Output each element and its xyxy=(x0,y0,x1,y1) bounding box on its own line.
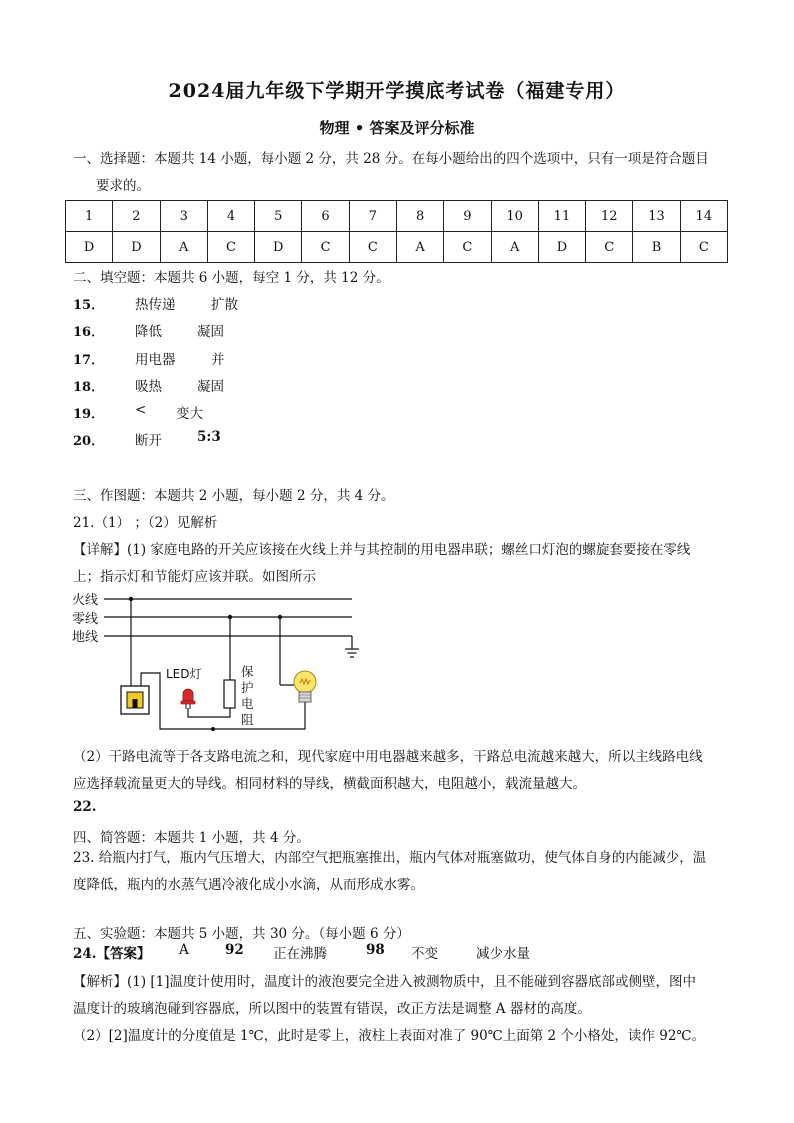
fill-answer: 断开 xyxy=(135,433,162,449)
answer-cell: C xyxy=(349,232,396,263)
fill-answer: 凝固 xyxy=(197,324,224,340)
fill-question-number: 20． xyxy=(73,434,105,449)
fill-question-number: 15． xyxy=(73,298,105,313)
section4-heading: 四、简答题：本题共 1 小题，共 4 分。 xyxy=(73,830,310,846)
answer-cell: D xyxy=(113,232,160,263)
answer-cell: A xyxy=(396,232,443,263)
answer-value: 不变 xyxy=(411,946,438,962)
answer-cell: D xyxy=(538,232,585,263)
fill-answer: 用电器 xyxy=(135,352,176,368)
page-subtitle: 物理 • 答案及评分标准 xyxy=(319,119,475,137)
answer-table-answer-row xyxy=(66,232,728,263)
question-22: 22. xyxy=(73,799,97,815)
fill-answer: 凝固 xyxy=(197,379,224,395)
fill-answer: 扩散 xyxy=(211,297,238,313)
fill-question-number: 16． xyxy=(73,325,105,340)
answer-cell: C xyxy=(207,232,254,263)
answer-cell: C xyxy=(444,232,491,263)
fill-answer: 降低 xyxy=(135,324,162,340)
circuit-diagram xyxy=(68,588,368,736)
question-number: 14 xyxy=(680,201,727,232)
section1-heading: 一、选择题：本题共 14 小题，每小题 2 分，共 28 分。在每小题给出的四个选项中，只有一项是符合题目 xyxy=(73,151,709,167)
section3-heading: 三、作图题：本题共 2 小题，每小题 2 分，共 4 分。 xyxy=(73,488,395,504)
section1-heading-cont: 要求的。 xyxy=(96,178,150,194)
detail-text-cont: 上；指示灯和节能灯应该并联。如图所示 xyxy=(73,569,316,585)
fill-answer: 并 xyxy=(211,352,225,368)
question-23: 23. 给瓶内打气，瓶内气压增大，内部空气把瓶塞推出，瓶内气体对瓶塞做功，使气体自身的内能减少，温 xyxy=(73,850,707,866)
answer-value: A xyxy=(179,942,189,958)
answer-cell: C xyxy=(586,232,633,263)
question-number: 4 xyxy=(207,201,254,232)
answer-cell: C xyxy=(680,232,727,263)
question-24-label: 24.【答案】 xyxy=(73,946,151,962)
fill-answer: < xyxy=(135,402,147,418)
question-number: 3 xyxy=(160,201,207,232)
fill-answer: 变大 xyxy=(176,406,203,422)
answer-cell: B xyxy=(633,232,680,263)
fill-answer: 热传递 xyxy=(135,297,176,313)
svg-text:保: 保 xyxy=(241,664,254,679)
detail-text: 【详解】(1) 家庭电路的开关应该接在火线上并与其控制的用电器串联；螺丝口灯泡的螺旋套要接在零线 xyxy=(73,542,691,558)
live-wire-label: 火线 xyxy=(72,593,99,608)
wire-labels xyxy=(72,592,98,645)
question-number: 9 xyxy=(444,201,491,232)
fill-question-number: 18． xyxy=(73,380,105,395)
answer-value: 98 xyxy=(366,942,385,958)
fill-question-number: 19． xyxy=(73,407,105,422)
answer-cell: A xyxy=(491,232,538,263)
fill-answer: 5:3 xyxy=(197,429,221,445)
svg-text:电: 电 xyxy=(241,696,254,711)
answer-table-number-row xyxy=(66,201,728,232)
led-label: LED灯 xyxy=(166,667,202,681)
fill-answer: 吸热 xyxy=(135,379,162,395)
svg-text:护: 护 xyxy=(241,680,254,695)
answer-table xyxy=(65,200,728,263)
answer-cell: C xyxy=(302,232,349,263)
analysis-text-cont: 温度计的玻璃泡碰到容器底，所以图中的装置有错误，改正方法是调整 A 器材的高度。 xyxy=(73,1001,591,1017)
neutral-wire-label: 零线 xyxy=(72,612,99,627)
switch-icon xyxy=(121,686,149,714)
question-23-cont: 度降低，瓶内的水蒸气遇冷液化成小水滴，从而形成水雾。 xyxy=(73,877,424,893)
led-icon xyxy=(181,689,195,709)
question-number: 6 xyxy=(302,201,349,232)
question-number: 10 xyxy=(491,201,538,232)
resistor-label xyxy=(241,664,254,727)
question-number: 13 xyxy=(633,201,680,232)
analysis-text: 【解析】(1) [1]温度计使用时，温度计的液泡要完全进入被测物质中，且不能碰到容器底部或侧壁，图中 xyxy=(73,974,697,990)
answer-cell: A xyxy=(160,232,207,263)
page-title: 2024届九年级下学期开学摸底考试卷（福建专用） xyxy=(168,80,626,102)
question-number: 8 xyxy=(396,201,443,232)
section5-heading: 五、实验题：本题共 5 小题，共 30 分。（每小题 6 分） xyxy=(73,926,410,942)
question-number: 7 xyxy=(349,201,396,232)
resistor-icon xyxy=(224,680,235,708)
question-number: 12 xyxy=(586,201,633,232)
question-number: 2 xyxy=(113,201,160,232)
answer-value: 减少水量 xyxy=(476,946,530,962)
svg-text:阻: 阻 xyxy=(241,712,254,727)
answer-value: 92 xyxy=(225,942,244,958)
question-number: 11 xyxy=(538,201,585,232)
answer-value: 正在沸腾 xyxy=(273,946,327,962)
answer-cell: D xyxy=(255,232,302,263)
fill-question-number: 17． xyxy=(73,353,105,368)
detail2-text: （2）干路电流等于各支路电流之和，现代家庭中用电器越来越多，干路总电流越来越大，所以主线路电线 xyxy=(73,749,703,765)
answer-cell: D xyxy=(66,232,113,263)
ground-wire-label: 地线 xyxy=(72,630,99,645)
analysis-text-cont: （2）[2]温度计的分度值是 1℃，此时是零上，液柱上表面对准了 90℃上面第 2 个小格处，读作 92℃。 xyxy=(73,1028,706,1044)
question-number: 5 xyxy=(255,201,302,232)
question-number: 1 xyxy=(66,201,113,232)
ground-symbol xyxy=(345,636,359,657)
question-21: 21.（1） ；（2）见解析 xyxy=(73,515,218,531)
section2-heading: 二、填空题：本题共 6 小题，每空 1 分，共 12 分。 xyxy=(73,270,390,286)
light-bulb-icon xyxy=(294,671,316,702)
detail2-text-cont: 应选择载流量更大的导线。相同材料的导线，横截面积越大，电阻越小，载流量越大。 xyxy=(73,776,586,792)
